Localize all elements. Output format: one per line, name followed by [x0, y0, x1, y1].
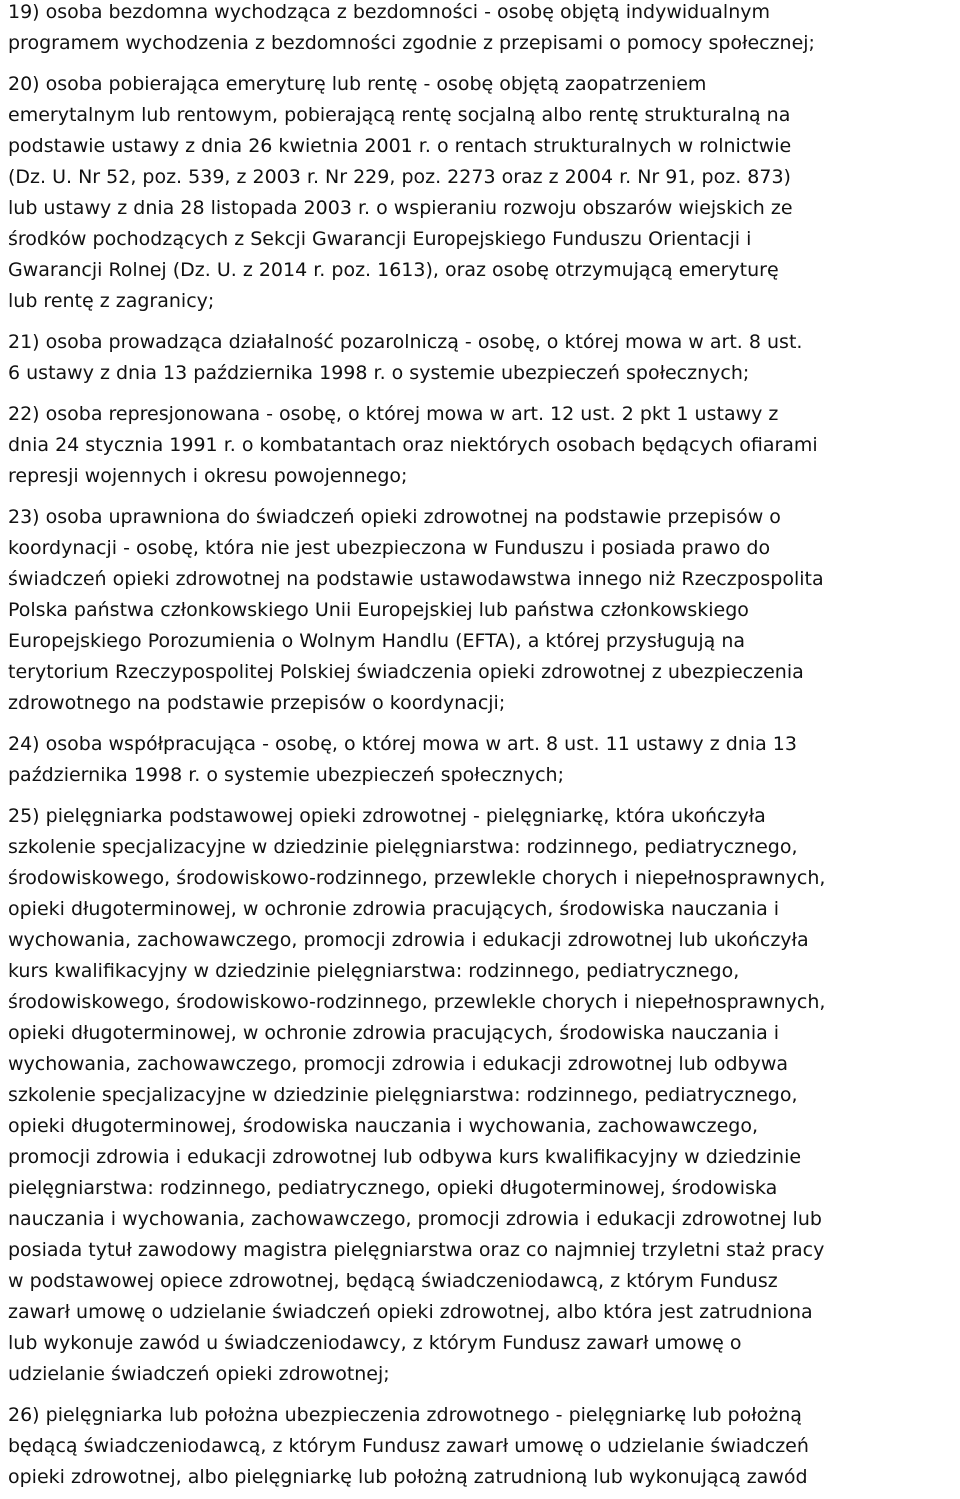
text-line: pielęgniarstwa: rodzinnego, pediatrycznego, opieki długoterminowej, środowiska: [8, 1177, 778, 1199]
paragraph-first-line: 20) osoba pobierająca emeryturę lub rentę - osobę objętą zaopatrzeniem: [8, 73, 707, 95]
text-line: lub wykonuje zawód u świadczeniodawcy, z którym Fundusz zawarł umowę o: [8, 1332, 742, 1354]
text-line: środowiskowego, środowiskowo-rodzinnego, przewlekle chorych i niepełnosprawnych,: [8, 867, 826, 889]
text-line: Europejskiego Porozumienia o Wolnym Handlu (EFTA), a której przysługują na: [8, 630, 746, 652]
text-line: Gwarancji Rolnej (Dz. U. z 2014 r. poz. 1613), oraz osobę otrzymującą emeryturę: [8, 259, 779, 281]
text-line: świadczeń opieki zdrowotnej na podstawie ustawodawstwa innego niż Rzeczpospolita: [8, 568, 824, 590]
text-line: Polska państwa członkowskiego Unii Europejskiej lub państwa członkowskiego: [8, 599, 749, 621]
paragraph-first-line: 22) osoba represjonowana - osobę, o której mowa w art. 12 ust. 2 pkt 1 ustawy z: [8, 403, 779, 425]
text-line: szkolenie specjalizacyjne w dziedzinie pielęgniarstwa: rodzinnego, pediatrycznego,: [8, 1084, 798, 1106]
text-line: opieki długoterminowej, środowiska nauczania i wychowania, zachowawczego,: [8, 1115, 759, 1137]
text-line: zawarł umowę o udzielanie świadczeń opieki zdrowotnej, albo która jest zatrudniona: [8, 1301, 813, 1323]
text-line: (Dz. U. Nr 52, poz. 539, z 2003 r. Nr 229, poz. 2273 oraz z 2004 r. Nr 91, poz. 873): [8, 166, 791, 188]
text-line: wychowania, zachowawczego, promocji zdrowia i edukacji zdrowotnej lub odbywa: [8, 1053, 789, 1075]
text-line: będącą świadczeniodawcą, z którym Fundusz zawarł umowę o udzielanie świadczeń: [8, 1435, 809, 1457]
text-line: opieki długoterminowej, w ochronie zdrowia pracujących, środowiska nauczania i: [8, 1022, 780, 1044]
paragraph-first-line: 21) osoba prowadząca działalność pozarolniczą - osobę, o której mowa w art. 8 ust.: [8, 331, 803, 353]
text-line: środowiskowego, środowiskowo-rodzinnego, przewlekle chorych i niepełnosprawnych,: [8, 991, 826, 1013]
text-line: lub rentę z zagranicy;: [8, 290, 215, 312]
text-line: opieki zdrowotnej, albo pielęgniarkę lub położną zatrudnioną lub wykonującą zawód: [8, 1466, 808, 1488]
text-line: lub ustawy z dnia 28 listopada 2003 r. o wspieraniu rozwoju obszarów wiejskich ze: [8, 197, 793, 219]
text-line: programem wychodzenia z bezdomności zgodnie z przepisami o pomocy społecznej;: [8, 32, 815, 54]
text-line: represji wojennych i okresu powojennego;: [8, 465, 408, 487]
text-line: nauczania i wychowania, zachowawczego, promocji zdrowia i edukacji zdrowotnej lub: [8, 1208, 822, 1230]
text-line: października 1998 r. o systemie ubezpieczeń społecznych;: [8, 764, 564, 786]
paragraph-first-line: 25) pielęgniarka podstawowej opieki zdrowotnej - pielęgniarkę, która ukończyła: [8, 805, 766, 827]
text-line: opieki długoterminowej, w ochronie zdrowia pracujących, środowiska nauczania i: [8, 898, 780, 920]
paragraph-first-line: 26) pielęgniarka lub położna ubezpieczenia zdrowotnego - pielęgniarkę lub położną: [8, 1404, 802, 1426]
text-line: zdrowotnego na podstawie przepisów o koordynacji;: [8, 692, 506, 714]
text-line: wychowania, zachowawczego, promocji zdrowia i edukacji zdrowotnej lub ukończyła: [8, 929, 809, 951]
paragraph-first-line: 19) osoba bezdomna wychodząca z bezdomności - osobę objętą indywidualnym: [8, 1, 771, 23]
text-line: promocji zdrowia i edukacji zdrowotnej lub odbywa kurs kwalifikacyjny w dziedzinie: [8, 1146, 802, 1168]
text-line: kurs kwalifikacyjny w dziedzinie pielęgniarstwa: rodzinnego, pediatrycznego,: [8, 960, 740, 982]
text-line: 6 ustawy z dnia 13 października 1998 r. o systemie ubezpieczeń społecznych;: [8, 362, 750, 384]
text-line: w podstawowej opiece zdrowotnej, będącą świadczeniodawcą, z którym Fundusz: [8, 1270, 778, 1292]
text-line: środków pochodzących z Sekcji Gwarancji Europejskiego Funduszu Orientacji i: [8, 228, 752, 250]
text-line: posiada tytuł zawodowy magistra pielęgniarstwa oraz co najmniej trzyletni staż pracy: [8, 1239, 825, 1261]
text-line: emerytalnym lub rentowym, pobierającą rentę socjalną albo rentę strukturalną na: [8, 104, 791, 126]
paragraph-first-line: 23) osoba uprawniona do świadczeń opieki zdrowotnej na podstawie przepisów o: [8, 506, 781, 528]
text-line: podstawie ustawy z dnia 26 kwietnia 2001 r. o rentach strukturalnych w rolnictwie: [8, 135, 792, 157]
text-line: dnia 24 stycznia 1991 r. o kombatantach oraz niektórych osobach będących ofiarami: [8, 434, 818, 456]
text-line: udzielanie świadczeń opieki zdrowotnej;: [8, 1363, 390, 1385]
text-line: terytorium Rzeczypospolitej Polskiej świadczenia opieki zdrowotnej z ubezpieczenia: [8, 661, 804, 683]
text-line: koordynacji - osobę, która nie jest ubezpieczona w Funduszu i posiada prawo do: [8, 537, 771, 559]
paragraph-first-line: 24) osoba współpracująca - osobę, o której mowa w art. 8 ust. 11 ustawy z dnia 13: [8, 733, 797, 755]
text-line: szkolenie specjalizacyjne w dziedzinie pielęgniarstwa: rodzinnego, pediatrycznego,: [8, 836, 798, 858]
